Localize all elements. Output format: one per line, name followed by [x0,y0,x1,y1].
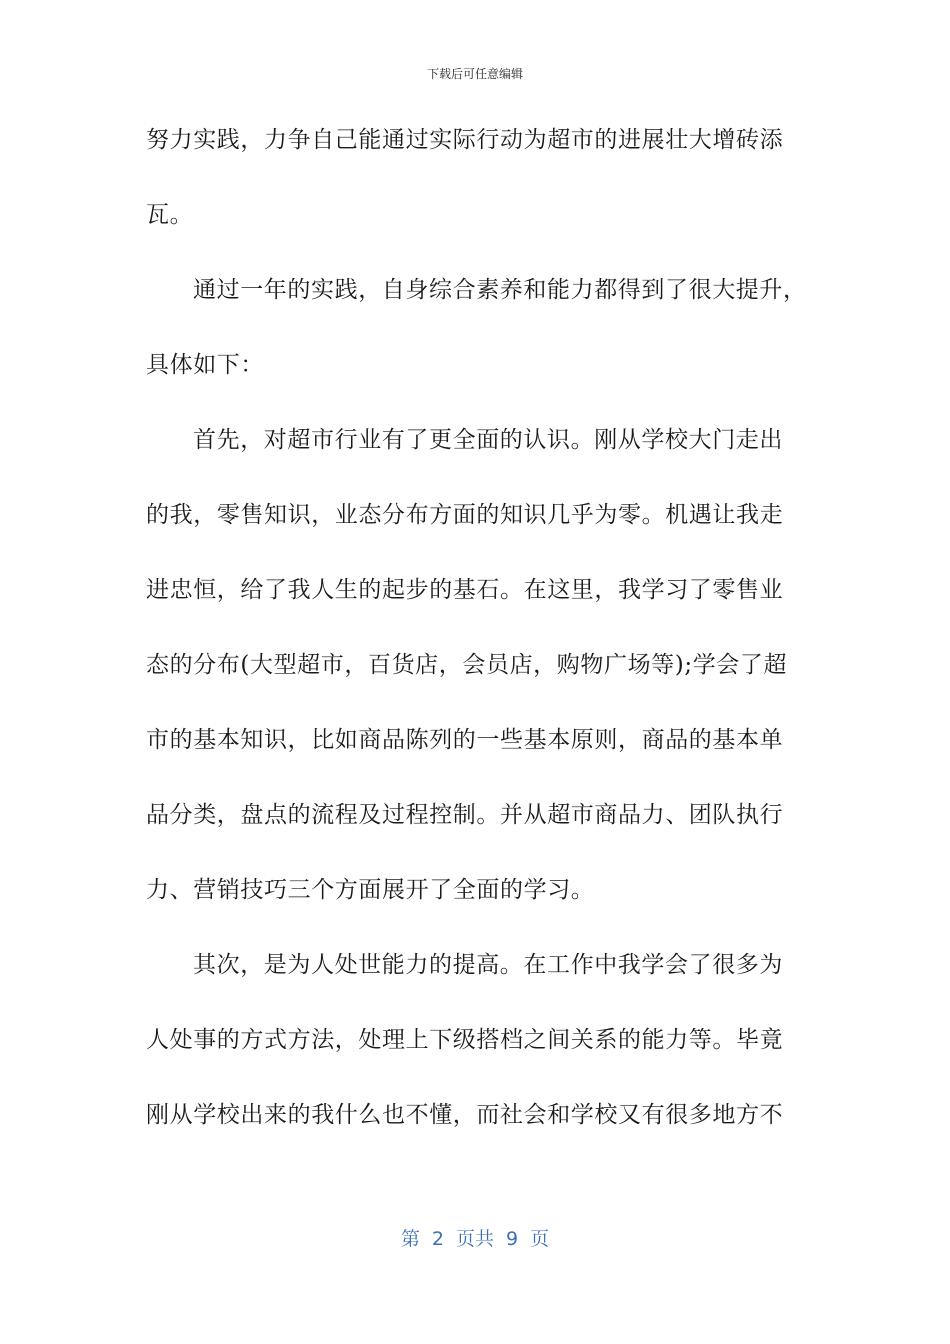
text-line: 市的基本知识，比如商品陈列的一些基本原则，商品的基本单 [146,727,784,753]
page-header: 下载后可任意编辑 [426,67,523,81]
text-line: 品分类，盘点的流程及过程控制。并从超市商品力、团队执行 [146,802,784,828]
text-line: 人处事的方式方法，处理上下级搭档之间关系的能力等。毕竟 [146,1027,784,1053]
text-line: 进忠恒，给了我人生的起步的基石。在这里，我学习了零售业 [146,577,784,603]
footer-total-pages: 9 [506,1228,519,1250]
footer-current-page: 2 [431,1228,444,1250]
text-line: 瓦。 [146,202,194,228]
text-line: 的我，零售知识，业态分布方面的知识几乎为零。机遇让我走 [146,502,784,528]
footer-label-end: 页 [530,1228,550,1250]
footer-label-total: 页共 [455,1228,494,1250]
text-line: 力、营销技巧三个方面展开了全面的学习。 [146,877,595,903]
text-line: 具体如下： [146,352,264,378]
text-line: 刚从学校出来的我什么也不懂，而社会和学校又有很多地方不 [146,1102,784,1128]
page-footer [0,1226,950,1252]
text-line: 通过一年的实践，自身综合素养和能力都得到了很大提升， [193,277,807,303]
text-line: 努力实践，力争自己能通过实际行动为超市的进展壮大增砖添 [146,127,784,153]
text-line: 其次，是为人处世能力的提高。在工作中我学会了很多为 [193,952,783,978]
text-line: 态的分布(大型超市，百货店，会员店，购物广场等);学会了超 [146,652,788,678]
text-line: 首先，对超市行业有了更全面的认识。刚从学校大门走出 [193,427,783,453]
footer-label-page: 第 [400,1228,420,1250]
